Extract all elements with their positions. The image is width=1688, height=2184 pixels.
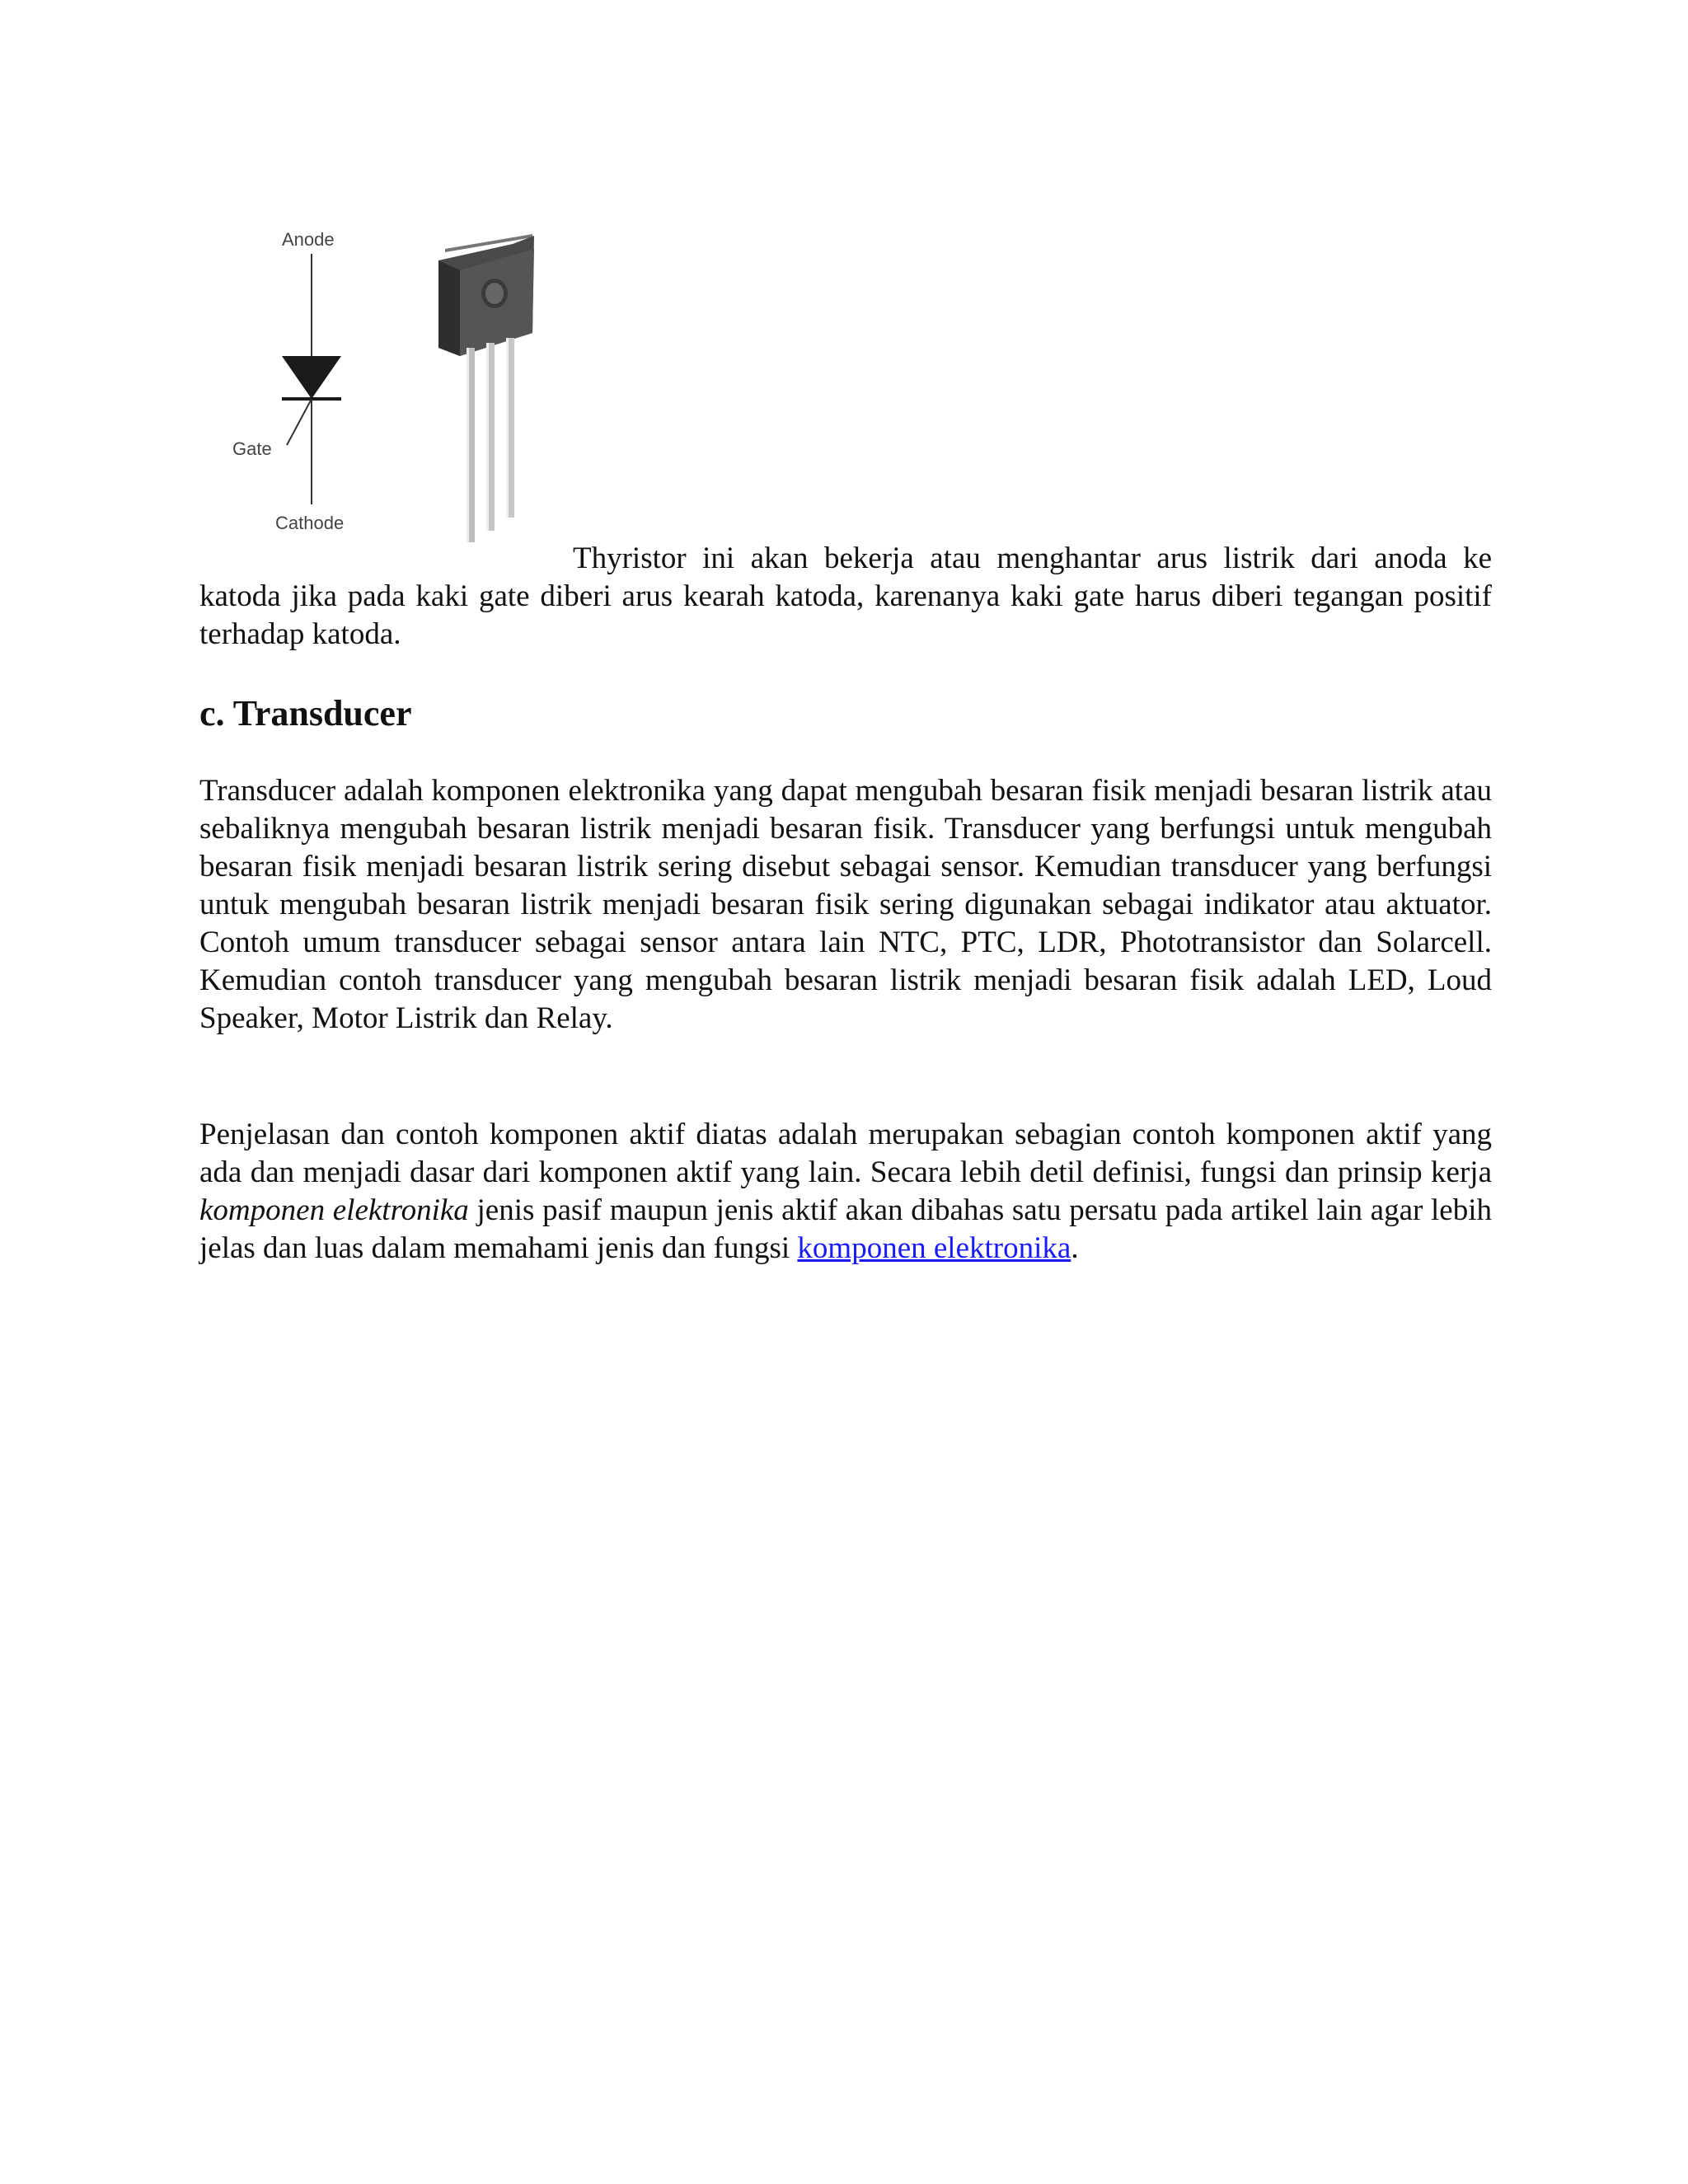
closing-paragraph	[199, 1116, 1492, 1268]
closing-text-start: Penjelasan dan contoh komponen aktif diatas adalah merupakan sebagian contoh komponen aktif yang ada dan menjadi dasar dari komponen aktif yang lain. Secara lebih detil definisi, fungsi dan prinsip kerja	[199, 1118, 1492, 1189]
cathode-label: Cathode	[275, 513, 345, 533]
gate-label: Gate	[232, 438, 272, 459]
gate-lead	[287, 399, 312, 445]
thyristor-package	[438, 234, 534, 542]
komponen-elektronika-link[interactable]: komponen elektronika	[797, 1231, 1071, 1265]
anode-label: Anode	[282, 229, 335, 250]
transducer-paragraph: Transducer adalah komponen elektronika yang dapat mengubah besaran fisik menjadi besaran listrik atau sebaliknya mengubah besaran listrik menjadi besaran fisik. Transducer yang berfungsi untuk mengubah besaran fisik menjadi besaran listrik sering disebut sebagai sensor. Kemudian transducer yang berfungsi untuk mengubah besaran listrik menjadi besaran fisik sering digunakan sebagai indikator atau aktuator. Contoh umum transducer sebagai sensor antara lain NTC, PTC, LDR, Phototransistor dan Solarcell. Kemudian contoh transducer yang mengubah besaran listrik menjadi besaran fisik adalah LED, Loud Speaker, Motor Listrik dan Relay.	[199, 774, 1492, 1035]
thyristor-figure	[216, 224, 546, 547]
diode-triangle	[282, 356, 341, 399]
thyristor-illustration	[216, 224, 546, 547]
italic-term: komponen elektronika	[199, 1193, 469, 1227]
closing-text-end: .	[1071, 1231, 1079, 1265]
closing-text-middle: jenis pasif maupun jenis aktif akan dibahas satu persatu pada artikel lain agar lebih jelas dan luas dalam memahami jenis dan fungsi	[199, 1193, 1492, 1265]
thyristor-paragraph: Thyristor ini akan bekerja atau menghantar arus listrik dari anoda ke katoda jika pada kaki gate diberi arus kearah katoda, karenanya kaki gate harus diberi tegangan positif terhadap katoda.	[199, 541, 1492, 651]
thyristor-symbol	[232, 229, 344, 533]
section-heading: c. Transducer	[199, 693, 412, 733]
